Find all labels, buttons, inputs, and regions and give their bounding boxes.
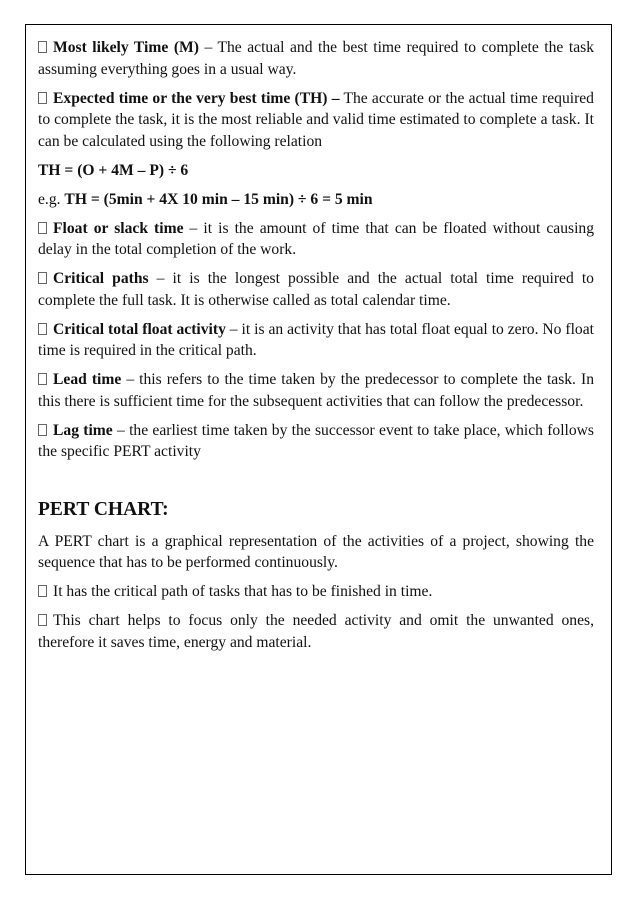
definition-text: – the earliest time taken by the successor event to take place, which follows the specific PERT activity [38,421,594,460]
definition-expected-time [38,88,594,153]
definition-critical-paths [38,268,594,311]
bullet-icon [38,424,47,436]
document-body [38,37,594,653]
example-prefix: e.g. [38,190,65,208]
section-intro: A PERT chart is a graphical representation of the activities of a project, showing the sequence that has to be performed continuously. [38,532,594,571]
definition-text: – this refers to the time taken by the predecessor to complete the task. In this there is sufficient time for the subsequent activities that can follow the predecessor. [38,371,594,410]
definition-text: – it is the amount of time that can be floated without causing delay in the total completion of the work. [38,219,594,258]
term: Critical paths [53,270,149,287]
example-formula: TH = (5min + 4X 10 min – 15 min) ÷ 6 = 5 min [64,190,373,208]
bullet-icon [38,222,47,234]
section-bullet: It has the critical path of tasks that has to be finished in time. [38,581,594,603]
definition-lag-time [38,420,594,463]
term: Float or slack time [53,219,184,237]
term: Lead time [53,371,122,388]
term: Most likely Time (M) [53,39,199,56]
bullet-icon [38,585,47,597]
section-bullet: This chart helps to focus only the needed activity and omit the unwanted ones, therefore it saves time, energy and material. [38,612,594,651]
term: Expected time or the very best time (TH) – [53,89,340,107]
section-heading: PERT CHART: [38,498,169,520]
definition-text: – it is an activity that has total float equal to zero. No float time is required in the critical path. [38,320,594,359]
term: Critical total float activity [53,320,226,338]
definition-text: The accurate or the actual time required to complete the task, it is the most reliable and valid time estimated to complete a task. It can be calculated using the following relation [38,89,594,150]
bullet-icon [38,272,47,284]
definition-lead-time [38,369,594,412]
bullet-icon [38,41,47,53]
definition-most-likely-time [38,37,594,80]
bullet-icon [38,92,47,104]
definition-float-time [38,218,594,261]
definition-text: – The actual and the best time required to complete the task assuming everything goes in a usual way. [38,39,594,78]
definition-text: – it is the longest possible and the actual total time required to complete the full task. It is otherwise called as total calendar time. [38,270,594,309]
bullet-icon [38,323,47,335]
formula-example [38,189,594,211]
bullet-icon [38,614,47,626]
formula: TH = (O + 4M – P) ÷ 6 [38,161,189,179]
definition-critical-float [38,319,594,362]
bullet-icon [38,373,47,385]
term: Lag time [53,421,113,439]
